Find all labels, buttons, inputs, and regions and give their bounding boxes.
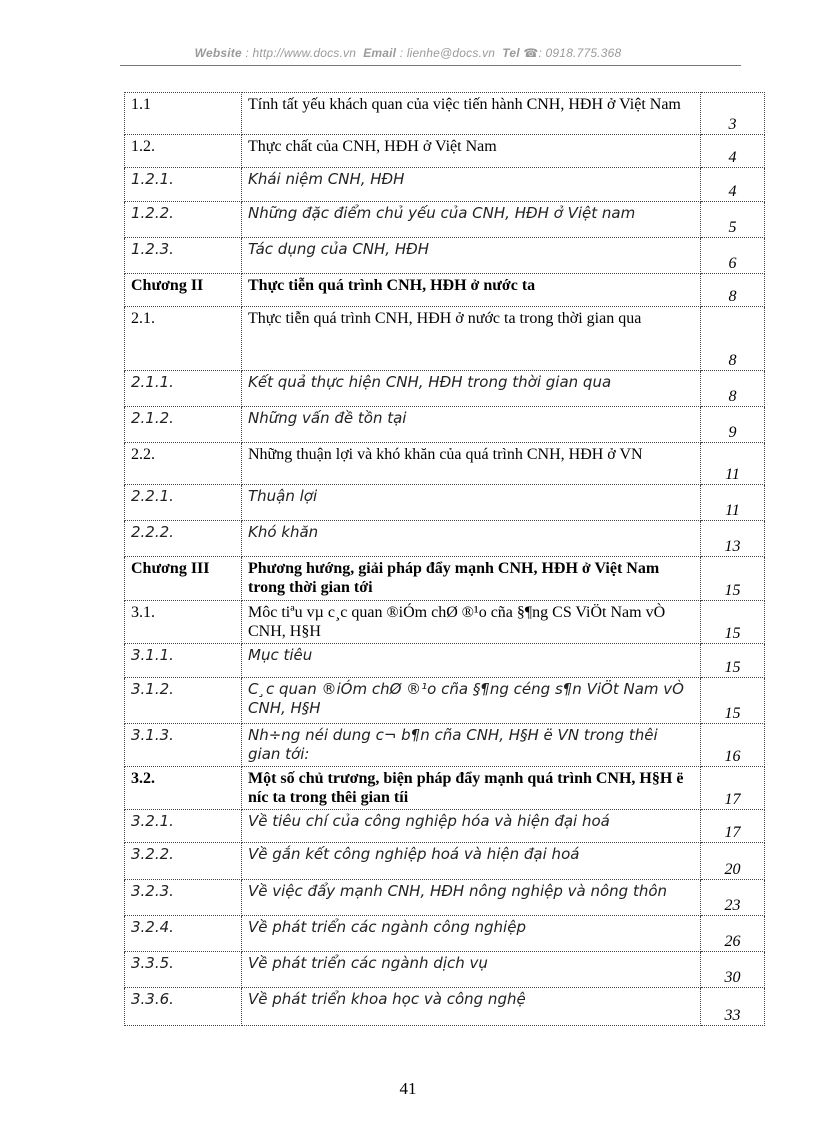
toc-row bbox=[125, 724, 765, 767]
toc-entry-page: 5 bbox=[701, 202, 765, 238]
toc-row bbox=[125, 678, 765, 724]
toc-entry-title: C¸c quan ®iÓm chØ ®¹o cña §¶ng céng s¶n ViÖt Nam vÒ CNH, H§H bbox=[242, 678, 701, 724]
email-label: Email bbox=[363, 46, 397, 60]
toc-entry-number: 2.2.1. bbox=[125, 485, 242, 521]
toc-body bbox=[125, 93, 765, 1026]
toc-entry-number: 2.1.1. bbox=[125, 371, 242, 407]
toc-entry-number: Chương II bbox=[125, 274, 242, 307]
toc-entry-page: 15 bbox=[701, 557, 765, 601]
toc-entry-title: Về gắn kết công nghiệp hoá và hiện đại hoá bbox=[242, 843, 701, 880]
toc-entry-number: 3.2.1. bbox=[125, 810, 242, 843]
toc-entry-page: 16 bbox=[701, 724, 765, 767]
toc-entry-title: Những vấn đề tồn tại bbox=[242, 407, 701, 443]
toc-entry-number: 1.2. bbox=[125, 135, 242, 168]
toc-entry-page: 8 bbox=[701, 371, 765, 407]
toc-entry-title: Khái niệm CNH, HĐH bbox=[242, 168, 701, 202]
toc-entry-number: 3.2.3. bbox=[125, 880, 242, 916]
toc-entry-title: Thuận lợi bbox=[242, 485, 701, 521]
toc-row bbox=[125, 988, 765, 1026]
toc-row bbox=[125, 407, 765, 443]
toc-entry-title: Những thuận lợi và khó khăn của quá trình CNH, HĐH ở VN bbox=[242, 443, 701, 485]
toc-row bbox=[125, 93, 765, 135]
toc-entry-page: 15 bbox=[701, 678, 765, 724]
toc-entry-title: Về tiêu chí của công nghiệp hóa và hiện đại hoá bbox=[242, 810, 701, 843]
toc-entry-title: Một số chủ trương, biện pháp đẩy mạnh quá trình CNH, H§H ë níc ta trong thêi gian tíi bbox=[242, 767, 701, 810]
toc-entry-page: 33 bbox=[701, 988, 765, 1026]
toc-entry-title: Môc tiªu vµ c¸c quan ®iÓm chØ ®¹o cña §¶ng CS ViÖt Nam vÒ CNH, H§H bbox=[242, 601, 701, 644]
toc-row bbox=[125, 135, 765, 168]
toc-entry-page: 4 bbox=[701, 135, 765, 168]
toc-row bbox=[125, 274, 765, 307]
toc-entry-page: 11 bbox=[701, 443, 765, 485]
toc-entry-number: 2.2. bbox=[125, 443, 242, 485]
toc-entry-number: 3.2. bbox=[125, 767, 242, 810]
toc-entry-number: 3.3.5. bbox=[125, 952, 242, 988]
toc-entry-title: Về phát triển các ngành dịch vụ bbox=[242, 952, 701, 988]
toc-row bbox=[125, 238, 765, 274]
toc-entry-number: Chương III bbox=[125, 557, 242, 601]
toc-row bbox=[125, 485, 765, 521]
toc-entry-page: 20 bbox=[701, 843, 765, 880]
toc-entry-number: 3.2.2. bbox=[125, 843, 242, 880]
toc-entry-title: Khó khăn bbox=[242, 521, 701, 557]
toc-entry-number: 2.1. bbox=[125, 307, 242, 371]
toc-entry-number: 2.1.2. bbox=[125, 407, 242, 443]
toc-row bbox=[125, 767, 765, 810]
toc-entry-title: Về việc đẩy mạnh CNH, HĐH nông nghiệp và nông thôn bbox=[242, 880, 701, 916]
toc-row bbox=[125, 307, 765, 371]
toc-entry-title: Thực tiễn quá trình CNH, HĐH ở nước ta bbox=[242, 274, 701, 307]
email-value: : lienhe@docs.vn bbox=[399, 46, 496, 60]
toc-row bbox=[125, 916, 765, 952]
toc-entry-title: Mục tiêu bbox=[242, 644, 701, 678]
toc-entry-page: 9 bbox=[701, 407, 765, 443]
tel-value: : 0918.775.368 bbox=[538, 46, 622, 60]
toc-entry-page: 15 bbox=[701, 601, 765, 644]
toc-entry-number: 1.2.1. bbox=[125, 168, 242, 202]
toc-entry-page: 3 bbox=[701, 93, 765, 135]
toc-entry-title: Về phát triển khoa học và công nghệ bbox=[242, 988, 701, 1026]
toc-row bbox=[125, 521, 765, 557]
phone-icon: ☎ bbox=[523, 46, 539, 60]
website-value: : http://www.docs.vn bbox=[245, 46, 357, 60]
toc-entry-number: 3.2.4. bbox=[125, 916, 242, 952]
toc-entry-title: Tính tất yếu khách quan của việc tiến hành CNH, HĐH ở Việt Nam bbox=[242, 93, 701, 135]
toc-row bbox=[125, 810, 765, 843]
toc-entry-number: 2.2.2. bbox=[125, 521, 242, 557]
toc-entry-page: 8 bbox=[701, 307, 765, 371]
toc-entry-number: 3.3.6. bbox=[125, 988, 242, 1026]
toc-row bbox=[125, 371, 765, 407]
toc-row bbox=[125, 843, 765, 880]
toc-row bbox=[125, 601, 765, 644]
toc-entry-title: Kết quả thực hiện CNH, HĐH trong thời gian qua bbox=[242, 371, 701, 407]
toc-entry-page: 15 bbox=[701, 644, 765, 678]
toc-entry-number: 3.1.1. bbox=[125, 644, 242, 678]
toc-row bbox=[125, 644, 765, 678]
toc-entry-number: 3.1.3. bbox=[125, 724, 242, 767]
toc-entry-title: Những đặc điểm chủ yếu của CNH, HĐH ở Việt nam bbox=[242, 202, 701, 238]
toc-entry-page: 6 bbox=[701, 238, 765, 274]
toc-row bbox=[125, 202, 765, 238]
toc-entry-number: 3.1.2. bbox=[125, 678, 242, 724]
toc-entry-title: Thực tiễn quá trình CNH, HĐH ở nước ta trong thời gian qua bbox=[242, 307, 701, 371]
toc-entry-page: 13 bbox=[701, 521, 765, 557]
toc-entry-number: 1.2.2. bbox=[125, 202, 242, 238]
toc-entry-page: 23 bbox=[701, 880, 765, 916]
toc-entry-page: 30 bbox=[701, 952, 765, 988]
toc-row bbox=[125, 443, 765, 485]
table-of-contents bbox=[124, 92, 765, 1026]
toc-entry-number: 1.1 bbox=[125, 93, 242, 135]
toc-row bbox=[125, 557, 765, 601]
tel-label: Tel bbox=[502, 46, 520, 60]
toc-entry-page: 8 bbox=[701, 274, 765, 307]
toc-entry-page: 26 bbox=[701, 916, 765, 952]
page-header bbox=[0, 46, 816, 60]
toc-entry-title: Về phát triển các ngành công nghiệp bbox=[242, 916, 701, 952]
toc-entry-number: 3.1. bbox=[125, 601, 242, 644]
toc-entry-page: 17 bbox=[701, 767, 765, 810]
toc-entry-page: 11 bbox=[701, 485, 765, 521]
toc-entry-title: Phương hướng, giải pháp đẩy mạnh CNH, HĐH ở Việt Nam trong thời gian tới bbox=[242, 557, 701, 601]
toc-entry-title: Thực chất của CNH, HĐH ở Việt Nam bbox=[242, 135, 701, 168]
website-label: Website bbox=[194, 46, 242, 60]
header-divider bbox=[120, 65, 741, 66]
toc-entry-title: Tác dụng của CNH, HĐH bbox=[242, 238, 701, 274]
toc-row bbox=[125, 952, 765, 988]
toc-entry-page: 4 bbox=[701, 168, 765, 202]
toc-entry-number: 1.2.3. bbox=[125, 238, 242, 274]
toc-row bbox=[125, 168, 765, 202]
toc-entry-title: Nh÷ng néi dung c¬ b¶n cña CNH, H§H ë VN trong thêi gian tới: bbox=[242, 724, 701, 767]
toc-row bbox=[125, 880, 765, 916]
page-number: 41 bbox=[399, 1079, 417, 1098]
toc-entry-page: 17 bbox=[701, 810, 765, 843]
